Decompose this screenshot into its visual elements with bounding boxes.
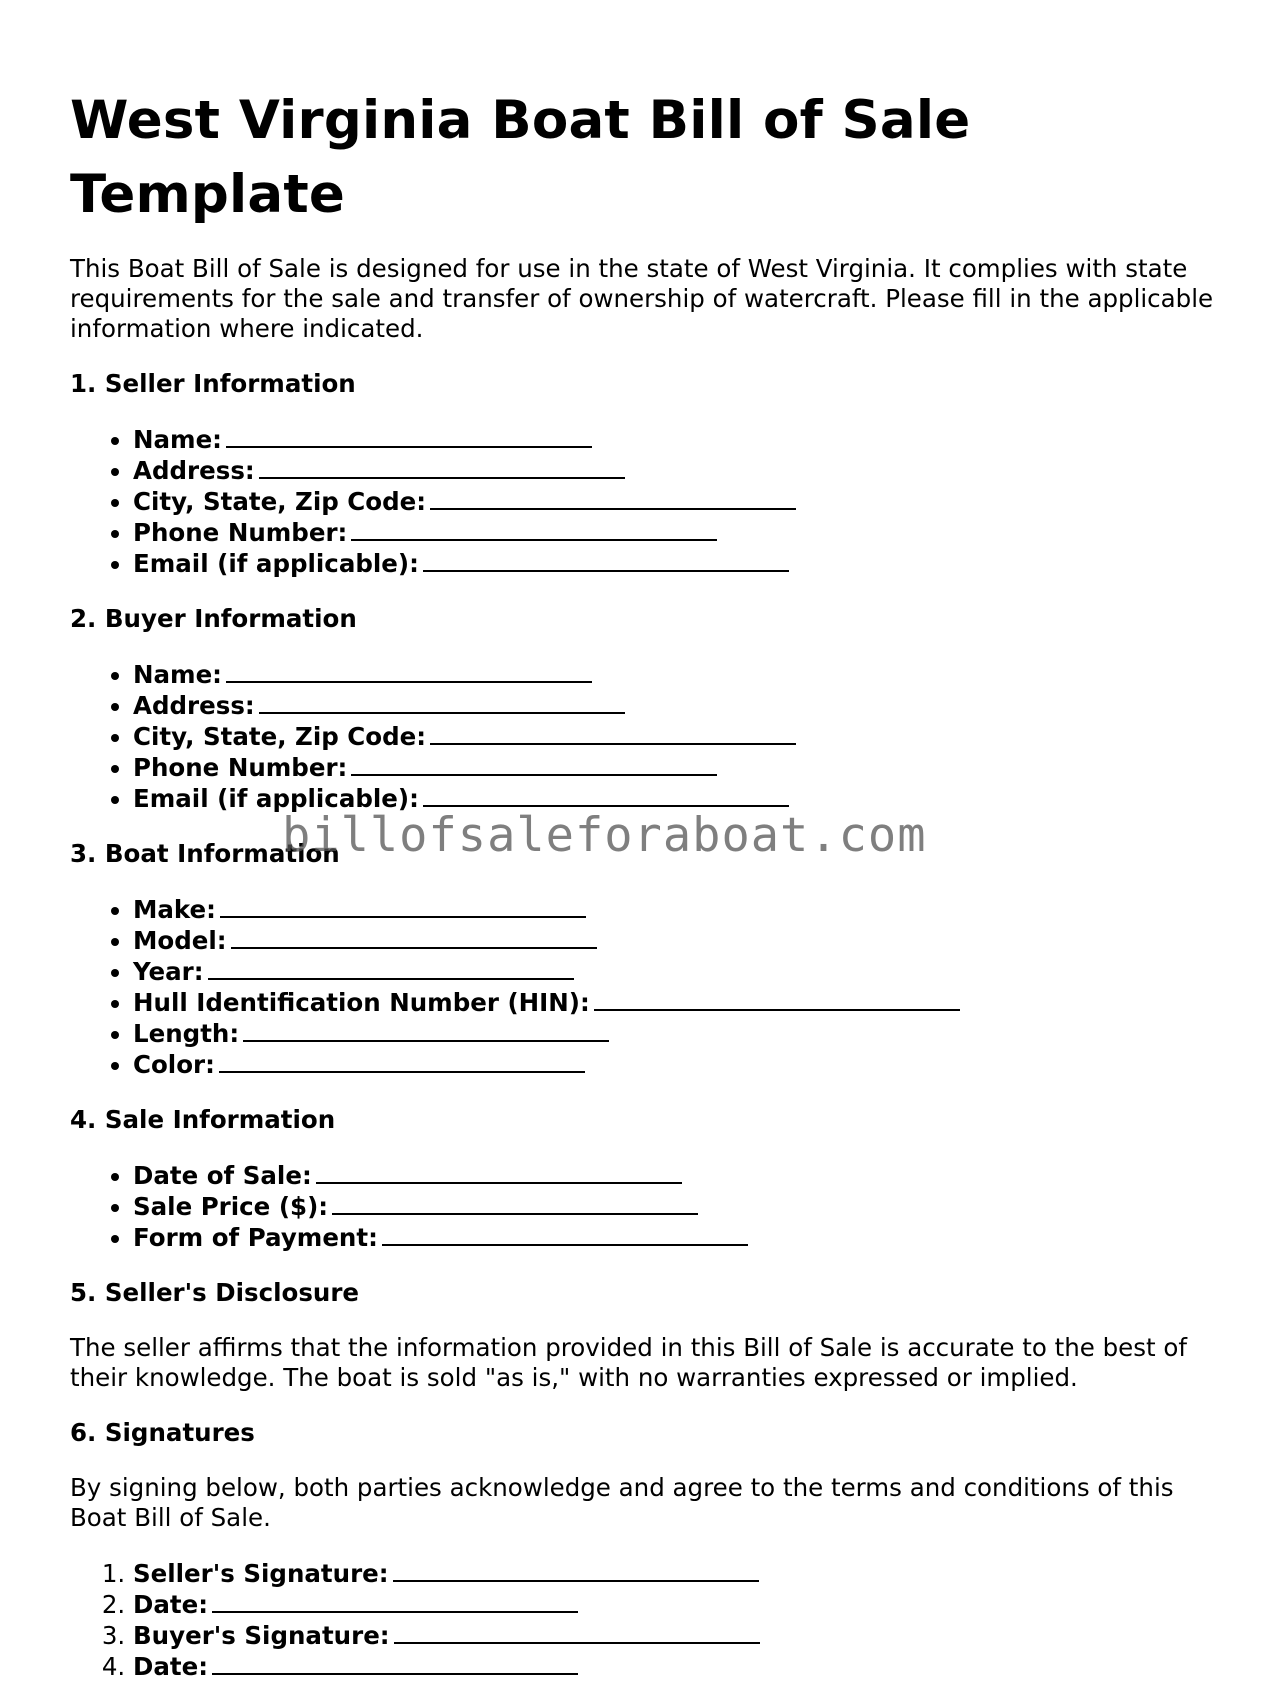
list-item (133, 987, 1220, 1018)
list-item (133, 517, 1220, 548)
list-item (133, 659, 1220, 690)
field-label: Date: (133, 1652, 208, 1681)
field-label: Make: (133, 895, 216, 924)
field-label: Date: (133, 1590, 208, 1619)
field-label: Form of Payment: (133, 1223, 378, 1252)
seller-heading: 1. Seller Information (70, 369, 356, 398)
seller-signature-blank[interactable] (393, 1558, 759, 1582)
field-label: Buyer's Signature: (133, 1621, 390, 1650)
list-item (133, 1160, 1220, 1191)
form-of-payment-blank[interactable] (382, 1222, 748, 1246)
field-label: Color: (133, 1050, 215, 1079)
address-blank[interactable] (259, 455, 625, 479)
disclosure-heading: 5. Seller's Disclosure (70, 1278, 360, 1307)
page-title: West Virginia Boat Bill of Sale Template (70, 90, 971, 225)
list-item (133, 1049, 1220, 1080)
disclosure-paragraph: The seller affirms that the information provided in this Bill of Sale is accurate to the best of their knowledge. The boat is sold "as is," with no warranties expressed or implied. (70, 1333, 1188, 1392)
field-label: Phone Number: (133, 753, 348, 782)
sale-price-blank[interactable] (332, 1191, 698, 1215)
field-label: Hull Identification Number (HIN): (133, 988, 590, 1017)
field-label: Model: (133, 926, 227, 955)
list-item (133, 1558, 1220, 1589)
date-of-sale-blank[interactable] (316, 1160, 682, 1184)
list-item (133, 783, 1220, 814)
buyer-signature-blank[interactable] (394, 1620, 760, 1644)
boat-fields (70, 894, 1220, 1080)
field-label: City, State, Zip Code: (133, 487, 427, 516)
list-item (133, 486, 1220, 517)
list-item (133, 894, 1220, 925)
year-blank[interactable] (208, 956, 574, 980)
color-blank[interactable] (219, 1049, 585, 1073)
email-blank[interactable] (423, 548, 789, 572)
field-label: Year: (133, 957, 204, 986)
list-item (133, 1589, 1220, 1620)
field-label: Sale Price ($): (133, 1192, 329, 1221)
signature-fields (70, 1558, 1220, 1682)
list-item (133, 1191, 1220, 1222)
field-label: Seller's Signature: (133, 1559, 389, 1588)
list-item (133, 424, 1220, 455)
phone-blank[interactable] (351, 752, 717, 776)
name-blank[interactable] (226, 659, 592, 683)
buyer-date-blank[interactable] (212, 1651, 578, 1675)
seller-date-blank[interactable] (212, 1589, 578, 1613)
length-blank[interactable] (243, 1018, 609, 1042)
field-label: Address: (133, 691, 255, 720)
field-label: Email (if applicable): (133, 784, 419, 813)
list-item (133, 925, 1220, 956)
field-label: Name: (133, 425, 222, 454)
email-blank[interactable] (423, 783, 789, 807)
city-state-zip-blank[interactable] (430, 721, 796, 745)
model-blank[interactable] (231, 925, 597, 949)
boat-heading: 3. Boat Information (70, 839, 340, 868)
sale-fields (70, 1160, 1220, 1253)
list-item (133, 1651, 1220, 1682)
list-item (133, 956, 1220, 987)
list-item (133, 548, 1220, 579)
city-state-zip-blank[interactable] (430, 486, 796, 510)
intro-paragraph: This Boat Bill of Sale is designed for use in the state of West Virginia. It complies with state requirements for the sale and transfer of ownership of watercraft. Please fill in the applicable information where indicated. (70, 254, 1214, 343)
sale-heading: 4. Sale Information (70, 1105, 336, 1134)
hin-blank[interactable] (594, 987, 960, 1011)
phone-blank[interactable] (351, 517, 717, 541)
buyer-heading: 2. Buyer Information (70, 604, 357, 633)
field-label: Length: (133, 1019, 240, 1048)
signatures-paragraph: By signing below, both parties acknowledge and agree to the terms and conditions of this Boat Bill of Sale. (70, 1473, 1174, 1532)
watermark: billofsaleforaboat.com (282, 808, 927, 863)
seller-fields (70, 424, 1220, 579)
document-page (70, 84, 1220, 1707)
address-blank[interactable] (259, 690, 625, 714)
signatures-heading: 6. Signatures (70, 1418, 255, 1447)
name-blank[interactable] (226, 424, 592, 448)
list-item (133, 455, 1220, 486)
list-item (133, 690, 1220, 721)
field-label: Date of Sale: (133, 1161, 312, 1190)
field-label: City, State, Zip Code: (133, 722, 427, 751)
list-item (133, 1018, 1220, 1049)
list-item (133, 1620, 1220, 1651)
list-item (133, 1222, 1220, 1253)
list-item (133, 721, 1220, 752)
field-label: Email (if applicable): (133, 549, 419, 578)
field-label: Address: (133, 456, 255, 485)
buyer-fields (70, 659, 1220, 814)
field-label: Name: (133, 660, 222, 689)
field-label: Phone Number: (133, 518, 348, 547)
list-item (133, 752, 1220, 783)
make-blank[interactable] (220, 894, 586, 918)
